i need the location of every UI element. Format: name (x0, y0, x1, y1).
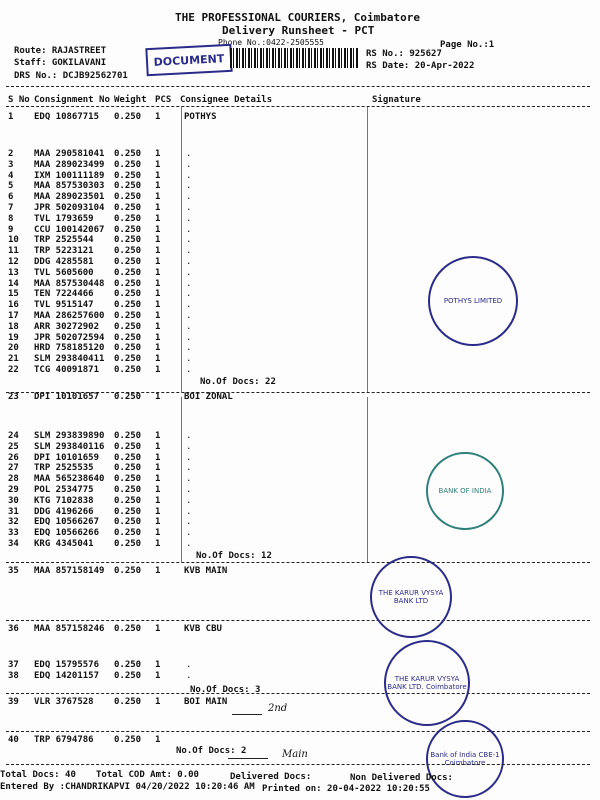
pieces: 1 (155, 392, 161, 402)
consignment-number: TRP 2525535 (34, 463, 94, 474)
column-separator (367, 397, 368, 562)
weight: 0.250 (114, 441, 142, 452)
weight: 0.250 (114, 452, 142, 463)
weight: 0.250 (114, 192, 142, 203)
pieces: 1 (155, 528, 161, 539)
weight: 0.250 (114, 474, 142, 485)
consignment-number: TEN 7224466 (34, 289, 94, 300)
serial-number: 25 (8, 441, 19, 452)
pieces: 1 (155, 354, 161, 365)
consignment-number: MAA 290581041 (34, 149, 105, 159)
pieces: 1 (155, 224, 161, 235)
consignee-name: BOI MAIN (184, 697, 228, 707)
kvb-main-seal (370, 556, 452, 638)
serial-number: 31 (8, 506, 19, 517)
consignee-placeholder: . (186, 485, 192, 495)
weight: 0.250 (114, 170, 142, 181)
weight: 0.250 (114, 431, 142, 441)
consignment-number: MAA 857530303 (34, 181, 105, 192)
non-delivered-docs: Non Delivered Docs: (350, 773, 453, 783)
consignee-placeholder: . (186, 224, 192, 235)
serial-number: 8 (8, 213, 14, 224)
consignment-number: MAA 565238640 (34, 474, 105, 485)
group-divider (6, 693, 590, 694)
weight: 0.250 (114, 181, 142, 192)
consignee-placeholder: . (186, 311, 192, 321)
consignee-name: POTHYS (184, 112, 217, 122)
serial-number: 28 (8, 474, 19, 485)
consignee-placeholder: . (186, 257, 192, 267)
consignee-placeholder: . (186, 365, 192, 375)
col-sno: S No (8, 95, 30, 105)
route: Route: RAJASTREET (14, 46, 107, 56)
document-stamp: DOCUMENT (145, 44, 232, 76)
consignment-number: MAA 857158246 (34, 624, 105, 634)
serial-number: 24 (8, 431, 19, 441)
consignment-number: DDG 4196266 (34, 506, 94, 517)
serial-number: 18 (8, 321, 19, 332)
consignment-number: EDQ 14201157 (34, 670, 100, 681)
consignee-placeholder: . (186, 463, 192, 474)
serial-number: 33 (8, 528, 19, 539)
page-number: Page No.:1 (440, 40, 495, 50)
total-docs: Total Docs: 40 (0, 770, 76, 780)
serial-number: 35 (8, 566, 19, 576)
pieces: 1 (155, 300, 161, 311)
handwritten-dash (232, 714, 262, 715)
consignment-number: SLM 293840411 (34, 354, 105, 365)
pieces: 1 (155, 235, 161, 246)
consignee-placeholder: . (186, 300, 192, 311)
barcode (230, 48, 358, 68)
consignment-number: IXM 100111189 (34, 170, 105, 181)
divider (6, 764, 590, 765)
serial-number: 19 (8, 332, 19, 343)
weight: 0.250 (114, 112, 142, 122)
pieces: 1 (155, 278, 161, 289)
serial-number: 17 (8, 311, 19, 321)
consignment-number: POL 2534775 (34, 485, 94, 495)
consignee-placeholder: . (186, 203, 192, 213)
drs-number: DRS No.: DCJB92562701 (14, 71, 128, 81)
weight: 0.250 (114, 203, 142, 213)
col-weight: Weight (114, 95, 147, 105)
col-consignment: Consignment No (34, 95, 110, 105)
weight: 0.250 (114, 332, 142, 343)
consignee-placeholder: . (186, 495, 192, 506)
weight: 0.250 (114, 267, 142, 278)
serial-number: 23 (8, 392, 19, 402)
consignment-number: EDQ 10566266 (34, 528, 100, 539)
consignee-placeholder: . (186, 670, 192, 681)
serial-number: 26 (8, 452, 19, 463)
pieces: 1 (155, 474, 161, 485)
consignment-number: MAA 289023499 (34, 159, 105, 170)
consignment-number: DDG 4285581 (34, 257, 94, 267)
col-consignee: Consignee Details (180, 95, 273, 105)
pieces: 1 (155, 463, 161, 474)
consignment-number: ARR 30272902 (34, 321, 100, 332)
consignee-placeholder: . (186, 192, 192, 203)
pieces: 1 (155, 566, 161, 576)
consignee-placeholder: . (186, 289, 192, 300)
serial-number: 2 (8, 149, 14, 159)
consignment-number: EDQ 10867715 (34, 112, 100, 122)
weight: 0.250 (114, 539, 142, 549)
docs-count: No.Of Docs: 3 (190, 685, 261, 695)
pieces: 1 (155, 149, 161, 159)
weight: 0.250 (114, 224, 142, 235)
serial-number: 32 (8, 517, 19, 528)
seal-text: BANK OF INDIA (438, 487, 492, 495)
consignee-placeholder: . (186, 517, 192, 528)
pieces: 1 (155, 192, 161, 203)
seal-text: THE KARUR VYSYA BANK LTD. Coimbatore (387, 675, 467, 691)
consignee-placeholder: . (186, 660, 192, 670)
boi-zonal-seal (426, 452, 504, 530)
column-separator (181, 107, 182, 392)
consignment-number: CCU 100142067 (34, 224, 105, 235)
col-signature: Signature (372, 95, 421, 105)
consignee-placeholder: . (186, 235, 192, 246)
pieces: 1 (155, 332, 161, 343)
serial-number: 34 (8, 539, 19, 549)
serial-number: 3 (8, 159, 14, 170)
consignment-number: DPI 10101657 (34, 392, 100, 402)
weight: 0.250 (114, 159, 142, 170)
consignment-number: TVL 9515147 (34, 300, 94, 311)
docs-count: No.Of Docs: 22 (200, 377, 276, 387)
consignee-placeholder: . (186, 159, 192, 170)
consignee-name: BOI ZONAL (184, 392, 233, 402)
seal-text: POTHYS LIMITED (443, 297, 503, 305)
serial-number: 29 (8, 485, 19, 495)
serial-number: 38 (8, 670, 19, 681)
weight: 0.250 (114, 463, 142, 474)
serial-number: 12 (8, 257, 19, 267)
consignee-placeholder: . (186, 321, 192, 332)
serial-number: 15 (8, 289, 19, 300)
pieces: 1 (155, 539, 161, 549)
weight: 0.250 (114, 354, 142, 365)
pieces: 1 (155, 181, 161, 192)
weight: 0.250 (114, 485, 142, 495)
document-title: Delivery Runsheet - PCT (222, 24, 375, 37)
phone-number: Phone No.:0422-2505555 (218, 38, 324, 47)
consignment-number: EDQ 10566267 (34, 517, 100, 528)
consignment-number: SLM 293840116 (34, 441, 105, 452)
weight: 0.250 (114, 235, 142, 246)
column-separator (181, 397, 182, 562)
weight: 0.250 (114, 506, 142, 517)
consignment-number: HRD 758185120 (34, 343, 105, 354)
pieces: 1 (155, 624, 161, 634)
consignment-number: VLR 3767528 (34, 697, 94, 707)
consignment-number: MAA 857530448 (34, 278, 105, 289)
consignee-name: KVB MAIN (184, 566, 228, 576)
weight: 0.250 (114, 289, 142, 300)
consignment-number: MAA 857158149 (34, 566, 105, 576)
pieces: 1 (155, 365, 161, 375)
total-cod: Total COD Amt: 0.00 (96, 770, 199, 780)
weight: 0.250 (114, 392, 142, 402)
pothys-seal (428, 256, 518, 346)
pieces: 1 (155, 203, 161, 213)
weight: 0.250 (114, 278, 142, 289)
consignment-number: TRP 2525544 (34, 235, 94, 246)
column-separator (367, 107, 368, 392)
seal-text: Bank of India CBE-1 Coimbatore (430, 751, 500, 767)
consignment-number: TCG 40091871 (34, 365, 100, 375)
pieces: 1 (155, 289, 161, 300)
pieces: 1 (155, 506, 161, 517)
serial-number: 21 (8, 354, 19, 365)
staff: Staff: GOKILAVANI (14, 58, 107, 68)
handwritten-note: Main (282, 749, 308, 760)
consignee-placeholder: . (186, 278, 192, 289)
pieces: 1 (155, 343, 161, 354)
weight: 0.250 (114, 624, 142, 634)
consignment-number: TRP 6794786 (34, 735, 94, 745)
weight: 0.250 (114, 300, 142, 311)
serial-number: 4 (8, 170, 14, 181)
serial-number: 16 (8, 300, 19, 311)
pieces: 1 (155, 452, 161, 463)
kvb-cbu-seal (384, 640, 470, 726)
pieces: 1 (155, 441, 161, 452)
weight: 0.250 (114, 246, 142, 257)
pieces: 1 (155, 660, 161, 670)
weight: 0.250 (114, 365, 142, 375)
pieces: 1 (155, 159, 161, 170)
consignment-number: TRP 5223121 (34, 246, 94, 257)
consignee-placeholder: . (186, 474, 192, 485)
serial-number: 11 (8, 246, 19, 257)
docs-count: No.Of Docs: 2 (176, 746, 247, 756)
serial-number: 14 (8, 278, 19, 289)
pieces: 1 (155, 735, 161, 745)
group-divider (6, 620, 590, 621)
weight: 0.250 (114, 495, 142, 506)
docs-count: No.Of Docs: 12 (196, 551, 272, 561)
pieces: 1 (155, 670, 161, 681)
weight: 0.250 (114, 517, 142, 528)
col-pcs: PCS (155, 95, 172, 105)
consignment-number: DPI 10101659 (34, 452, 100, 463)
rs-number: RS No.: 925627 (366, 49, 442, 59)
serial-number: 10 (8, 235, 19, 246)
serial-number: 22 (8, 365, 19, 375)
serial-number: 1 (8, 112, 14, 122)
pieces: 1 (155, 321, 161, 332)
divider (6, 86, 590, 87)
pieces: 1 (155, 517, 161, 528)
weight: 0.250 (114, 343, 142, 354)
consignment-number: KTG 7102838 (34, 495, 94, 506)
pieces: 1 (155, 267, 161, 278)
consignee-placeholder: . (186, 149, 192, 159)
serial-number: 39 (8, 697, 19, 707)
boi-main-seal (426, 720, 504, 798)
weight: 0.250 (114, 660, 142, 670)
weight: 0.250 (114, 257, 142, 267)
weight: 0.250 (114, 528, 142, 539)
consignee-placeholder: . (186, 441, 192, 452)
consignee-placeholder: . (186, 181, 192, 192)
weight: 0.250 (114, 670, 142, 681)
consignment-number: MAA 289023501 (34, 192, 105, 203)
consignee-placeholder: . (186, 528, 192, 539)
pieces: 1 (155, 495, 161, 506)
consignee-placeholder: . (186, 431, 192, 441)
serial-number: 5 (8, 181, 14, 192)
pieces: 1 (155, 112, 161, 122)
weight: 0.250 (114, 735, 142, 745)
pieces: 1 (155, 170, 161, 181)
consignment-number: KRG 4345041 (34, 539, 94, 549)
serial-number: 20 (8, 343, 19, 354)
serial-number: 7 (8, 203, 14, 213)
divider (6, 106, 590, 107)
pieces: 1 (155, 257, 161, 267)
serial-number: 37 (8, 660, 19, 670)
consignment-number: SLM 293839890 (34, 431, 105, 441)
handwritten-note: 2nd (268, 703, 288, 714)
pieces: 1 (155, 213, 161, 224)
consignment-number: TVL 1793659 (34, 213, 94, 224)
consignee-placeholder: . (186, 170, 192, 181)
weight: 0.250 (114, 213, 142, 224)
consignment-number: MAA 286257600 (34, 311, 105, 321)
consignee-placeholder: . (186, 506, 192, 517)
group-divider (6, 731, 590, 732)
group-divider (6, 562, 590, 563)
serial-number: 40 (8, 735, 19, 745)
printed-on: Printed on: 20-04-2022 10:20:55 (262, 784, 430, 794)
consignee-placeholder: . (186, 332, 192, 343)
delivered-docs: Delivered Docs: (230, 772, 312, 782)
weight: 0.250 (114, 566, 142, 576)
seal-text: THE KARUR VYSYA BANK LTD (378, 589, 444, 605)
serial-number: 6 (8, 192, 14, 203)
consignment-number: EDQ 15795576 (34, 660, 100, 670)
serial-number: 9 (8, 224, 14, 235)
consignee-name: KVB CBU (184, 624, 222, 634)
weight: 0.250 (114, 697, 142, 707)
weight: 0.250 (114, 149, 142, 159)
serial-number: 36 (8, 624, 19, 634)
weight: 0.250 (114, 311, 142, 321)
consignee-placeholder: . (186, 213, 192, 224)
consignee-placeholder: . (186, 343, 192, 354)
consignee-placeholder: . (186, 246, 192, 257)
consignee-placeholder: . (186, 354, 192, 365)
weight: 0.250 (114, 321, 142, 332)
handwritten-dash (228, 758, 268, 759)
serial-number: 13 (8, 267, 19, 278)
consignee-placeholder: . (186, 539, 192, 549)
pieces: 1 (155, 485, 161, 495)
pieces: 1 (155, 697, 161, 707)
company-name: THE PROFESSIONAL COURIERS, Coimbatore (175, 11, 421, 24)
consignment-number: JPR 502093104 (34, 203, 105, 213)
serial-number: 27 (8, 463, 19, 474)
serial-number: 30 (8, 495, 19, 506)
consignee-placeholder: . (186, 452, 192, 463)
pieces: 1 (155, 431, 161, 441)
consignee-placeholder: . (186, 267, 192, 278)
pieces: 1 (155, 246, 161, 257)
consignment-number: JPR 502072594 (34, 332, 105, 343)
entered-by: Entered By :CHANDRIKAPVI 04/20/2022 10:20:46 AM (0, 782, 255, 792)
pieces: 1 (155, 311, 161, 321)
rs-date: RS Date: 20-Apr-2022 (366, 61, 475, 71)
consignment-number: TVL 5605600 (34, 267, 94, 278)
